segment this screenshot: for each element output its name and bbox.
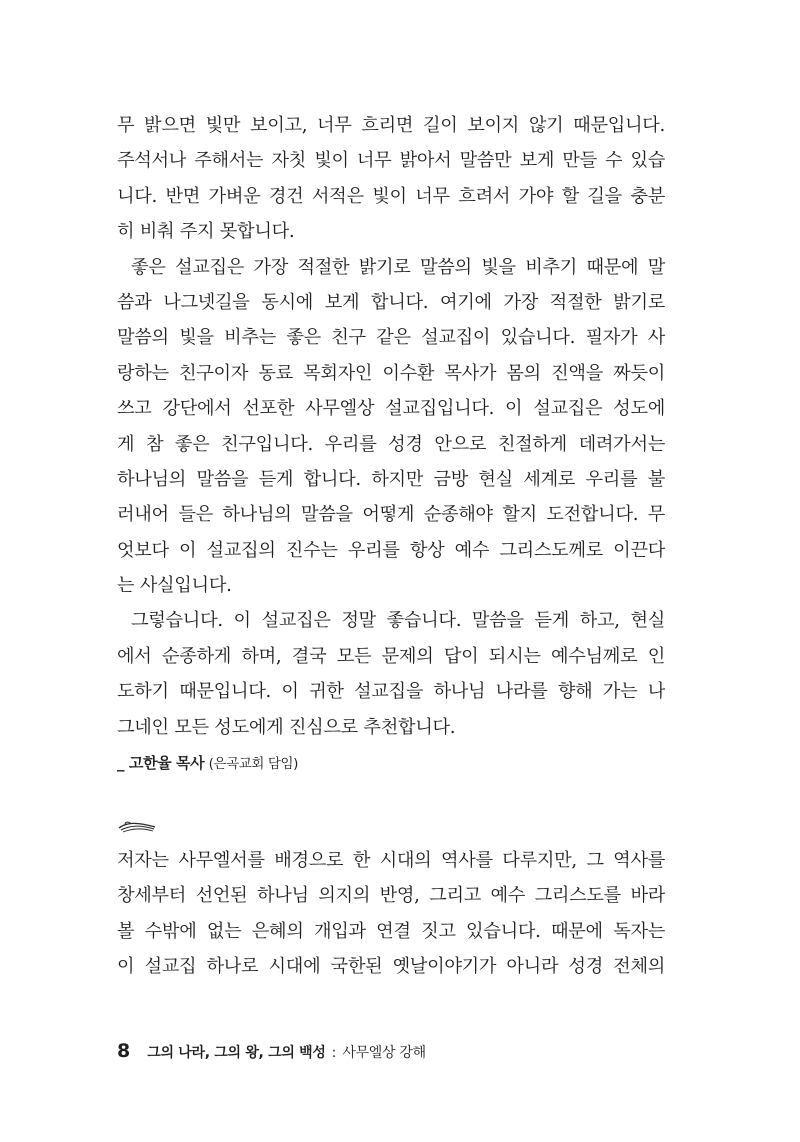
text-line: 그네인 모든 성도에게 진심으로 추천합니다. bbox=[117, 716, 456, 738]
text-line: 쓰고 강단에서 선포한 사무엘상 설교집입니다. 이 설교집은 성도에 bbox=[117, 398, 665, 420]
endorser-signature bbox=[117, 752, 298, 773]
text-line: 무 밝으면 빛만 보이고, 너무 흐리면 길이 보이지 않기 때문입니다. bbox=[117, 115, 665, 136]
page-footer bbox=[117, 1040, 426, 1062]
body-text-block-2 bbox=[117, 843, 665, 985]
text-line: 하나님의 말씀을 듣게 합니다. 하지만 금방 현실 세계로 우리를 불 bbox=[117, 468, 665, 490]
page-number: 8 bbox=[117, 1040, 131, 1062]
endorser-name: _ 고한율 목사 bbox=[117, 754, 205, 772]
text-line: 는 사실입니다. bbox=[117, 575, 232, 597]
text-line: 씀과 나그넷길을 동시에 보게 합니다. 여기에 가장 적절한 밝기로 bbox=[117, 291, 665, 313]
text-line: 이 설교집 하나로 시대에 국한된 옛날이야기가 아니라 성경 전체의 bbox=[117, 956, 665, 978]
text-line: 러내어 들은 하나님의 말씀을 어떻게 순종해야 할지 도전합니다. 무 bbox=[117, 504, 665, 526]
text-line: 히 비춰 주지 못합니다. bbox=[117, 221, 295, 243]
swash-ornament-icon bbox=[117, 819, 157, 835]
text-line: 에서 순종하게 하며, 결국 모든 문제의 답이 되시는 예수님께로 인 bbox=[117, 645, 665, 667]
text-line: 저자는 사무엘서를 배경으로 한 시대의 역사를 다루지만, 그 역사를 bbox=[117, 850, 665, 871]
text-line: 랑하는 친구이자 동료 목회자인 이수환 목사가 몸의 진액을 짜듯이 bbox=[117, 362, 665, 384]
text-line: 창세부터 선언된 하나님 의지의 반영, 그리고 예수 그리스도를 바라 bbox=[117, 885, 665, 907]
text-line: 좋은 설교집은 가장 적절한 밝기로 말씀의 빛을 비추기 때문에 말 bbox=[131, 256, 665, 278]
text-line: 말씀의 빛을 비추는 좋은 친구 같은 설교집이 있습니다. 필자가 사 bbox=[117, 327, 665, 349]
endorser-affiliation: (은곡교회 담임) bbox=[208, 756, 299, 772]
text-line: 볼 수밖에 없는 은혜의 개입과 연결 짓고 있습니다. 때문에 독자는 bbox=[117, 920, 665, 942]
text-line: 주석서나 주해서는 자칫 빛이 너무 밝아서 말씀만 보게 만들 수 있습 bbox=[117, 150, 665, 172]
text-line: 도하기 때문입니다. 이 귀한 설교집을 하나님 나라를 향해 가는 나 bbox=[117, 681, 665, 703]
text-line: 엇보다 이 설교집의 진수는 우리를 항상 예수 그리스도께로 이끈다 bbox=[117, 539, 665, 561]
book-subtitle: 사무엘상 강해 bbox=[342, 1045, 426, 1061]
book-title: 그의 나라, 그의 왕, 그의 백성 bbox=[147, 1045, 326, 1061]
text-line: 그렇습니다. 이 설교집은 정말 좋습니다. 말씀을 듣게 하고, 현실 bbox=[131, 610, 665, 632]
text-line: 게 참 좋은 친구입니다. 우리를 성경 안으로 친절하게 데려가서는 bbox=[117, 433, 665, 455]
body-text-block-1 bbox=[117, 108, 665, 745]
text-line: 니다. 반면 가벼운 경건 서적은 빛이 너무 흐려서 가야 할 길을 충분 bbox=[117, 185, 665, 207]
title-separator: : bbox=[331, 1045, 337, 1061]
